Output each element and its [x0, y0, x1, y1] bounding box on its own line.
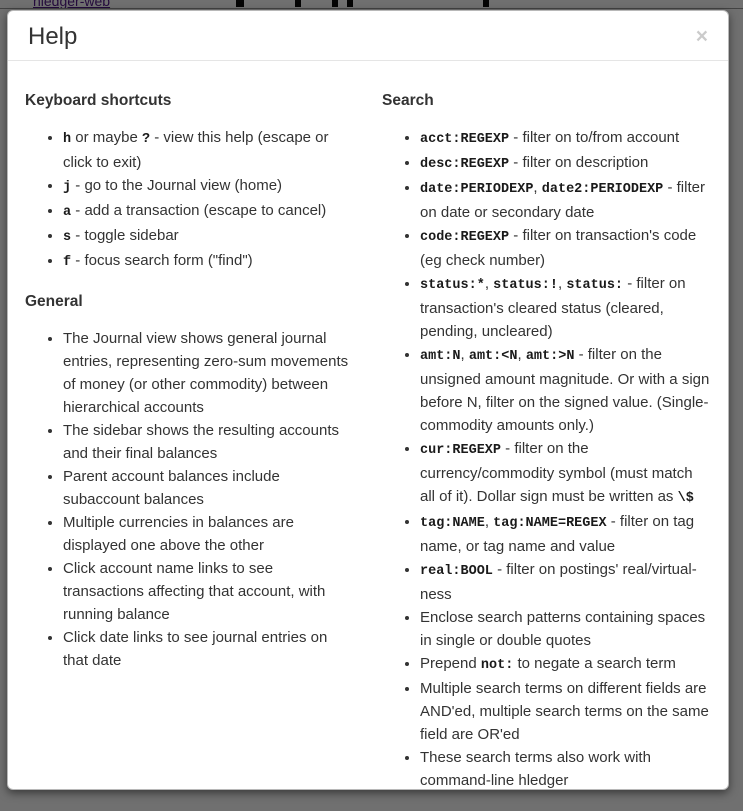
code-fragment: acct:REGEXP — [420, 132, 510, 147]
list-item — [63, 126, 354, 174]
code-fragment: \$ — [677, 491, 694, 506]
text-fragment: - filter on tag name, or tag name and value — [420, 513, 695, 555]
code-fragment: tag:NAME=REGEX — [493, 516, 607, 531]
section-heading: Keyboard shortcuts — [25, 92, 172, 109]
text-fragment: , — [557, 275, 567, 292]
section-heading: General — [25, 293, 83, 310]
code-fragment: ? — [141, 132, 151, 147]
code-fragment: real:BOOL — [420, 564, 493, 579]
list-item — [420, 224, 711, 272]
text-fragment: Click account name links to see transactions affecting that account, with running balance — [63, 560, 326, 623]
code-fragment: not: — [480, 658, 514, 673]
text-fragment: - filter on the currency/commodity symbol (must match all of it). Dollar sign must be written as — [420, 440, 693, 505]
list-item — [63, 465, 354, 511]
text-fragment: - filter on date or secondary date — [420, 179, 705, 221]
text-fragment: - go to the Journal view (home) — [71, 177, 283, 194]
help-left-column — [25, 89, 354, 790]
list-item — [63, 249, 354, 274]
code-fragment: a — [63, 205, 72, 220]
code-fragment: status: — [566, 278, 624, 293]
text-fragment: - filter on transaction's code (eg check number) — [420, 227, 697, 269]
list-item — [63, 419, 354, 465]
text-fragment: Enclose search patterns containing spaces in single or double quotes — [420, 609, 706, 649]
list-item — [420, 746, 711, 790]
help-list — [25, 126, 354, 274]
list-item — [420, 437, 711, 510]
text-fragment: Parent account balances include subaccount balances — [63, 468, 280, 508]
text-fragment: , — [517, 346, 526, 363]
code-fragment: amt:>N — [525, 349, 575, 364]
code-fragment: amt:N — [420, 349, 461, 364]
code-fragment: date:PERIODEXP — [420, 182, 534, 197]
list-item — [63, 626, 354, 672]
text-fragment: - filter on to/from account — [509, 129, 680, 146]
text-fragment: - focus search form ("find") — [71, 252, 253, 269]
list-item — [420, 343, 711, 437]
list-item — [420, 510, 711, 558]
list-item — [63, 557, 354, 626]
code-fragment: s — [63, 230, 72, 245]
list-item — [63, 327, 354, 419]
text-fragment: These search terms also work with command-line hledger — [420, 749, 651, 789]
list-item — [420, 652, 711, 677]
text-fragment: Click date links to see journal entries on that date — [63, 629, 328, 669]
text-fragment: - filter on transaction's cleared status (cleared, pending, uncleared) — [420, 275, 686, 340]
text-fragment: Prepend — [420, 655, 481, 672]
list-item — [63, 224, 354, 249]
code-fragment: status:! — [493, 278, 558, 293]
section-heading: Search — [382, 92, 434, 109]
text-fragment: - add a transaction (escape to cancel) — [71, 202, 327, 219]
list-item — [63, 511, 354, 557]
modal-header — [8, 11, 728, 61]
text-fragment: Multiple currencies in balances are displayed one above the other — [63, 514, 294, 554]
text-fragment: , — [460, 346, 469, 363]
list-item — [63, 199, 354, 224]
text-fragment: The Journal view shows general journal entries, representing zero-sum movements of money (or other commodity) between hierarchical accounts — [63, 330, 349, 416]
code-fragment: h — [63, 132, 72, 147]
modal-body — [8, 61, 728, 790]
code-fragment: date2:PERIODEXP — [541, 182, 664, 197]
code-fragment: j — [63, 180, 72, 195]
text-fragment: to negate a search term — [513, 655, 676, 672]
text-fragment: - filter on the unsigned amount magnitude. Or with a sign before N, filter on the signed value. (Single-commodity amounts only.) — [420, 346, 710, 434]
text-fragment: - filter on postings' real/virtual-ness — [420, 561, 697, 603]
code-fragment: tag:NAME — [420, 516, 485, 531]
list-item — [420, 677, 711, 746]
code-fragment: status:* — [420, 278, 485, 293]
text-fragment: , — [533, 179, 542, 196]
modal-title: Help — [28, 23, 78, 50]
text-fragment: The sidebar shows the resulting accounts and their final balances — [63, 422, 339, 462]
text-fragment: or maybe — [71, 129, 142, 146]
help-right-column — [382, 89, 711, 790]
list-item — [420, 176, 711, 224]
close-icon[interactable]: × — [695, 25, 708, 48]
code-fragment: amt:<N — [468, 349, 518, 364]
help-list — [382, 126, 711, 790]
text-fragment: - view this help (escape or click to exit) — [63, 129, 329, 171]
code-fragment: f — [63, 255, 72, 270]
code-fragment: desc:REGEXP — [420, 157, 510, 172]
list-item — [63, 174, 354, 199]
code-fragment: cur:REGEXP — [420, 443, 502, 458]
text-fragment: , — [484, 513, 494, 530]
list-item — [420, 126, 711, 151]
code-fragment: code:REGEXP — [420, 230, 510, 245]
list-item — [420, 151, 711, 176]
text-fragment: Multiple search terms on different fields are AND'ed, multiple search terms on the same field are OR'ed — [420, 680, 709, 743]
help-list — [25, 327, 354, 672]
text-fragment: , — [484, 275, 494, 292]
text-fragment: - filter on description — [509, 154, 649, 171]
text-fragment: - toggle sidebar — [71, 227, 179, 244]
list-item — [420, 272, 711, 343]
list-item — [420, 558, 711, 606]
help-modal — [7, 10, 729, 790]
list-item — [420, 606, 711, 652]
